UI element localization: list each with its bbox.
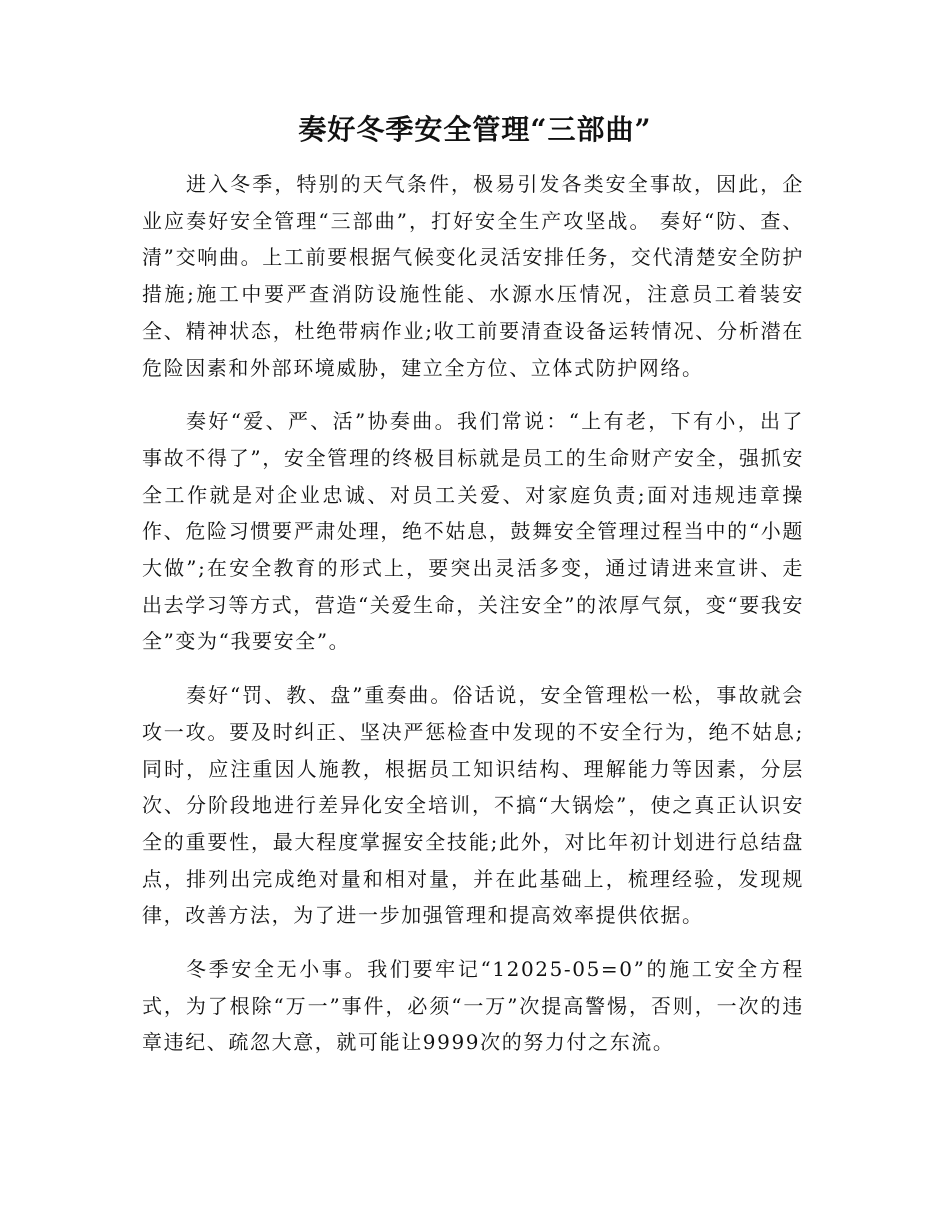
- document-body: [142, 166, 804, 1078]
- paragraph-4: 冬季安全无小事。我们要牢记“12025-05=0”的施工安全方程式，为了根除“万一”事件，必须“一万”次提高警惕，否则，一次的违章违纪、疏忽大意，就可能让9999次的努力付之东流。: [142, 957, 804, 1055]
- paragraph-2: 奏好“爱、严、活”协奏曲。我们常说：“上有老，下有小，出了事故不得了”，安全管理的终极目标就是员工的生命财产安全，强抓安全工作就是对企业忠诚、对员工关爱、对家庭负责;面对违规违章操作、危险习惯要严肃处理，绝不姑息，鼓舞安全管理过程当中的“小题大做”;在安全教育的形式上，要突出灵活多变，通过请进来宣讲、走出去学习等方式，营造“关爱生命，关注安全”的浓厚气氛，变“要我安全”变为“我要安全”。: [142, 409, 804, 654]
- paragraph-3: 奏好“罚、教、盘”重奏曲。俗话说，安全管理松一松，事故就会攻一攻。要及时纠正、坚决严惩检查中发现的不安全行为，绝不姑息;同时，应注重因人施教，根据员工知识结构、理解能力等因素，分层次、分阶段地进行差异化安全培训，不搞“大锅烩”，使之真正认识安全的重要性，最大程度掌握安全技能;此外，对比年初计划进行总结盘点，排列出完成绝对量和相对量，并在此基础上，梳理经验，发现规律，改善方法，为了进一步加强管理和提高效率提供依据。: [142, 683, 804, 928]
- paragraph-1: 进入冬季，特别的天气条件，极易引发各类安全事故，因此，企业应奏好安全管理“三部曲”，打好安全生产攻坚战。 奏好“防、查、清”交响曲。上工前要根据气候变化灵活安排任务，交代清楚安全防护措施;施工中要严查消防设施性能、水源水压情况，注意员工着装安全、精神状态，杜绝带病作业;收工前要清查设备运转情况、分析潜在危险因素和外部环境威胁，建立全方位、立体式防护网络。: [142, 172, 804, 380]
- document-title: 奏好冬季安全管理“三部曲”: [298, 113, 652, 146]
